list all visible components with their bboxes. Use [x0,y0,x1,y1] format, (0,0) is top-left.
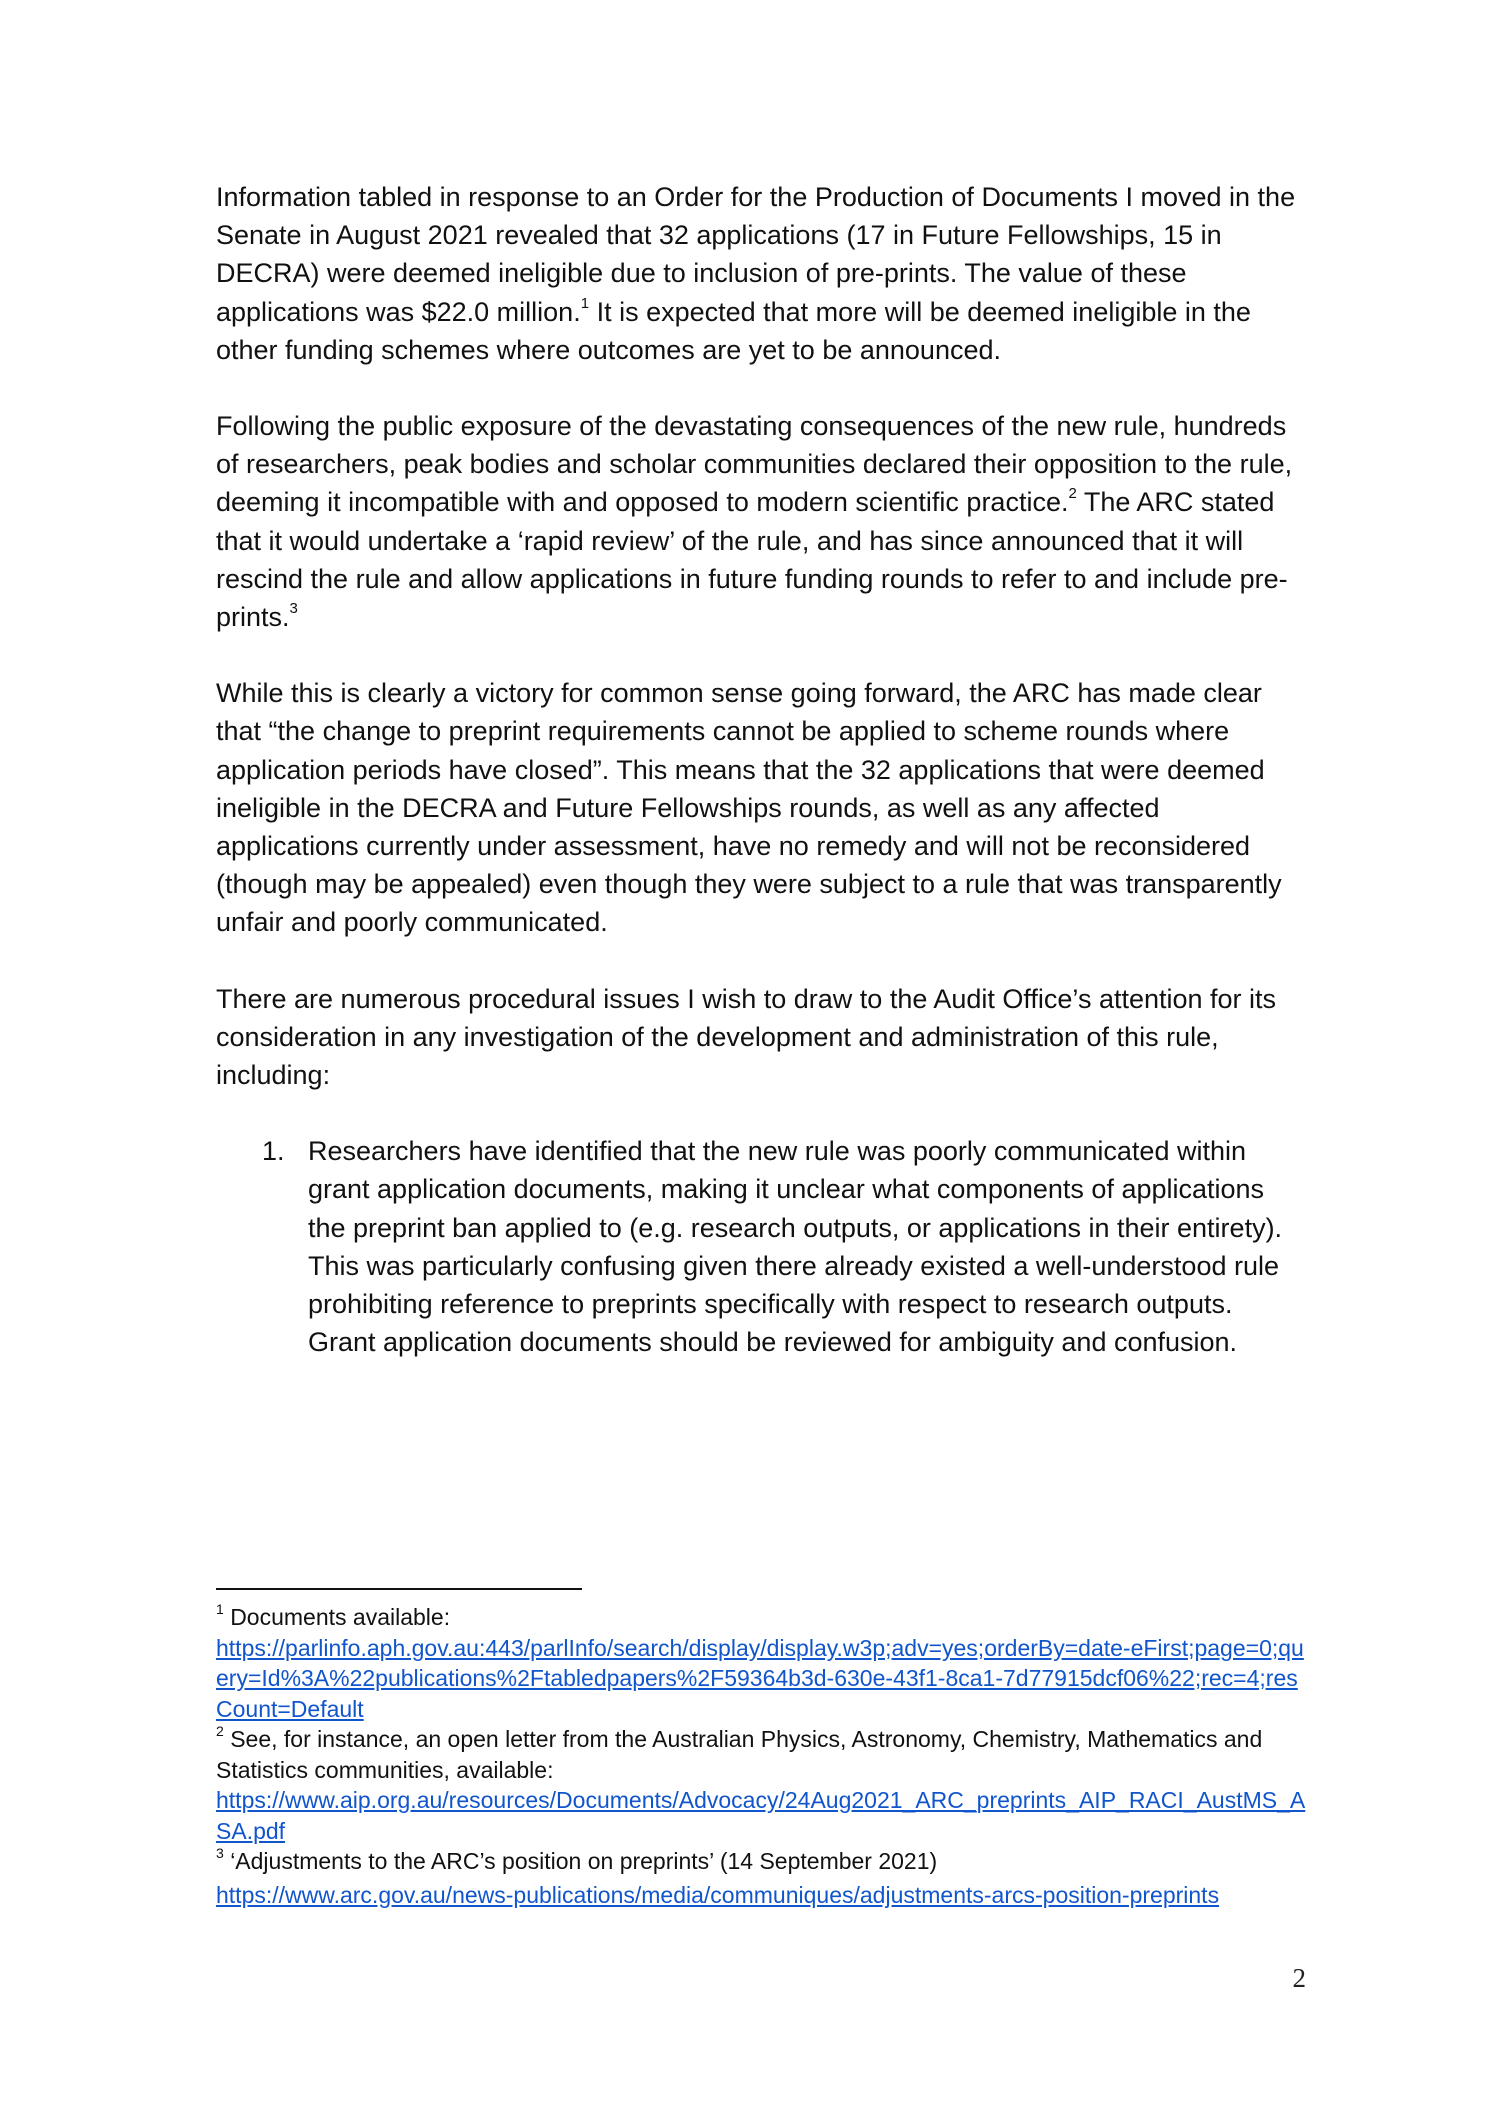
paragraph-2-text-a: Following the public exposure of the devastating consequences of the new rule, hundreds of researchers, peak bodies and scholar communities declared their opposition to the rule, deeming it incompatible with and opposed to modern scientific practice. [216,411,1293,518]
footnotes [216,1588,1306,1913]
footnote-ref-2[interactable]: 2 [1068,485,1077,503]
issues-list [216,1132,1306,1361]
footnote-3-text: ‘Adjustments to the ARC’s position on preprints’ (14 September 2021) [230,1848,938,1874]
paragraph-1 [216,178,1306,369]
paragraph-1-text-b: It is expected that more will be deemed ineligible in the other funding schemes where outcomes are yet to be announced. [216,296,1251,365]
footnote-3-number: 3 [216,1845,224,1862]
footnote-2 [216,1724,1306,1846]
footnote-1-link[interactable]: https://parlinfo.aph.gov.au:443/parlInfo/search/display/display.w3p;adv=yes;orderBy=date-eFirst;page=0;query=Id%3A%22publications%2Ftabledpapers%2F59364b3d-630e-43f1-8ca1-7d77915dcf06%22;rec=4;resCount=Default [216,1634,1304,1722]
footnote-ref-3[interactable]: 3 [289,600,298,618]
list-item [216,1132,1306,1361]
footnote-2-text: See, for instance, an open letter from the Australian Physics, Astronomy, Chemistry, Mathematics and Statistics communities, available: [216,1726,1263,1783]
paragraph-4: There are numerous procedural issues I wish to draw to the Audit Office’s attention for its consideration in any investigation of the development and administration of this rule, including: [216,983,1277,1091]
list-item-text: Researchers have identified that the new rule was poorly communicated within grant application documents, making it unclear what components of applications the preprint ban applied to (e.g. research outputs, or applications in their entirety). This was particularly confusing given there already existed a well-understood rule prohibiting reference to preprints specifically with respect to research outputs. Grant application documents should be reviewed for ambiguity and confusion. [308,1136,1283,1358]
page-number: 2 [1292,1963,1306,1993]
paragraph-2 [216,407,1306,636]
footnote-2-number: 2 [216,1723,224,1740]
paragraph-1-text-a: Information tabled in response to an Order for the Production of Documents I moved in the Senate in August 2021 revealed that 32 applications (17 in Future Fellowships, 15 in DECRA) were deemed ineligible due to inclusion of pre-prints. The value of these applications was $22.0 million. [216,182,1296,327]
footnote-divider [216,1588,582,1590]
footnote-1 [216,1602,1306,1724]
list-item-number: 1. [262,1136,285,1167]
footnote-2-link[interactable]: https://www.aip.org.au/resources/Documents/Advocacy/24Aug2021_ARC_preprints_AIP_RACI_AustMS_ASA.pdf [216,1787,1306,1844]
footnote-ref-1[interactable]: 1 [580,294,590,312]
footnote-3 [216,1846,1306,1913]
footnote-1-number: 1 [216,1601,224,1618]
paragraph-3: While this is clearly a victory for common sense going forward, the ARC has made clear that “the change to preprint requirements cannot be applied to scheme rounds where application periods have closed”. This means that the 32 applications that were deemed ineligible in the DECRA and Future Fellowships rounds, as well as any affected applications currently under assessment, have no remedy and will not be reconsidered (though may be appealed) even though they were subject to a rule that was transparently unfair and poorly communicated. [216,678,1282,938]
footnote-3-link[interactable]: https://www.arc.gov.au/news-publications/media/communiques/adjustments-arcs-position-preprints [216,1881,1220,1908]
document-body [216,178,1306,1361]
paragraph-2-text-b: The ARC stated that it would undertake a ‘rapid review’ of the rule, and has since announced that it will rescind the rule and allow applications in future funding rounds to refer to and include pre-prints. [216,487,1288,633]
footnote-1-text: Documents available: [230,1604,451,1630]
